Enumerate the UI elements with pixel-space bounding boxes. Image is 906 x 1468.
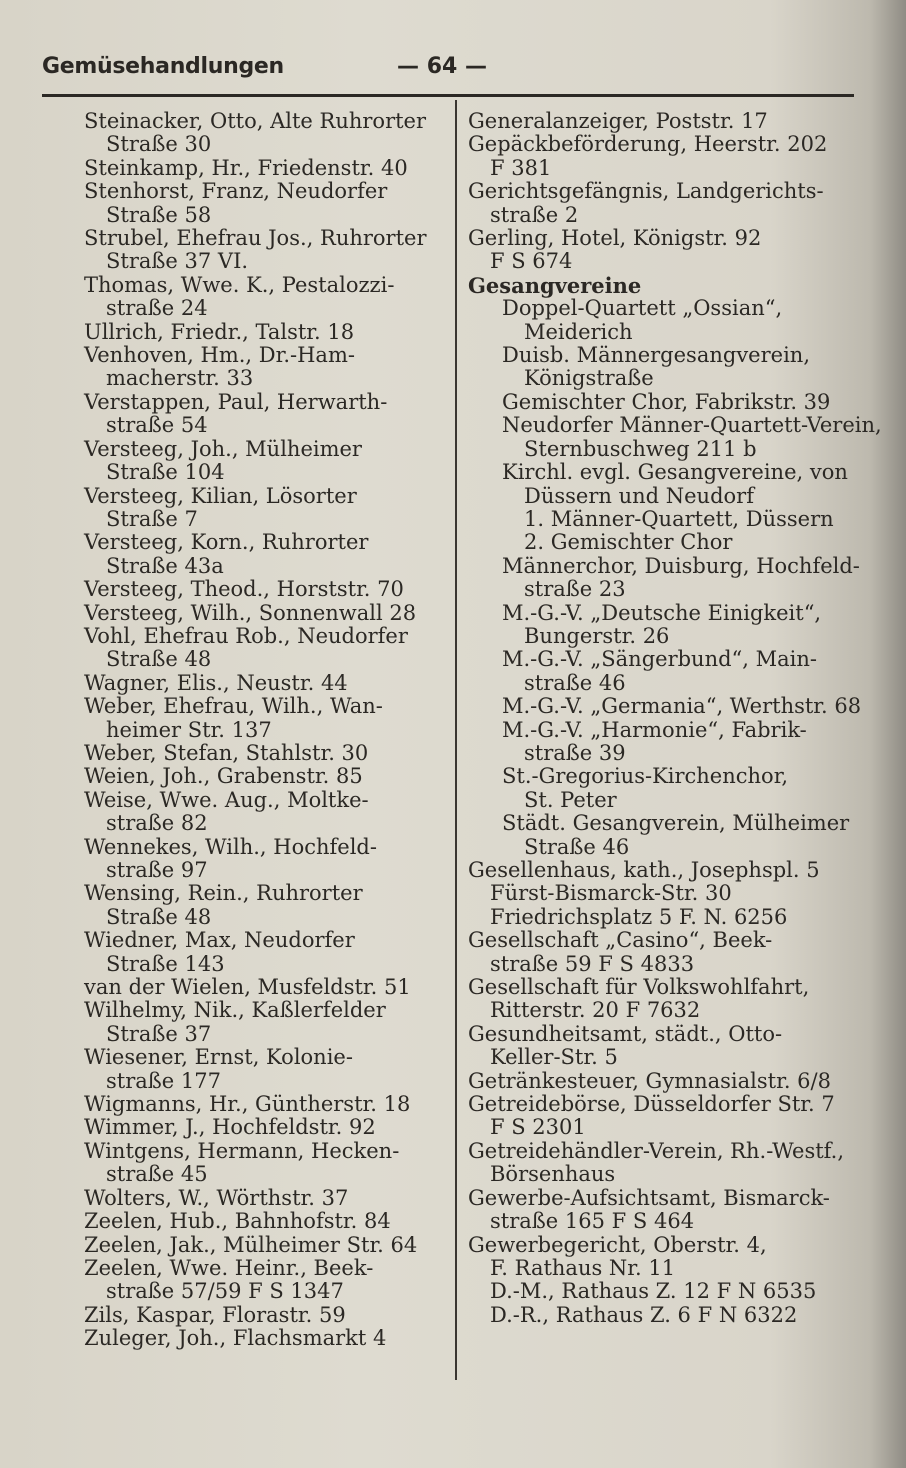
entry-continuation: F S 674 — [490, 249, 573, 274]
directory-entry — [468, 110, 900, 133]
directory-entry — [468, 1304, 900, 1327]
header-rule — [42, 94, 854, 97]
entry-line: Weber, Ehefrau, Wilh., Wan- — [84, 694, 383, 719]
directory-entry — [84, 695, 446, 742]
entry-line: Wensing, Rein., Ruhrorter — [84, 881, 363, 906]
directory-entry — [84, 742, 446, 765]
entry-line: Getränkesteuer, Gymnasialstr. 6/8 — [468, 1068, 831, 1093]
entry-line: Stenhorst, Franz, Neudorfer — [84, 179, 388, 204]
entry-continuation: Düssern und Neudorf — [524, 483, 754, 508]
entry-continuation: Börsenhaus — [490, 1162, 616, 1187]
page-number: — 64 — — [397, 54, 487, 79]
directory-entry — [84, 157, 446, 180]
entry-continuation: Königstraße — [524, 366, 654, 391]
directory-entry — [84, 836, 446, 883]
entry-continuation: Fürst-Bismarck-Str. 30 — [490, 881, 732, 906]
entry-line: Vohl, Ehefrau Rob., Neudorfer — [84, 623, 408, 648]
entry-line: Zuleger, Joh., Flachsmarkt 4 — [84, 1326, 387, 1351]
entry-line: M.-G.-V. „Germania“, Werthstr. 68 — [502, 694, 862, 719]
entry-continuation: F. Rathaus Nr. 11 — [490, 1255, 676, 1280]
directory-entry — [468, 929, 900, 976]
entry-line: Wagner, Elis., Neustr. 44 — [84, 670, 348, 695]
directory-entry — [468, 812, 900, 859]
entry-line: Weise, Wwe. Aug., Moltke- — [84, 787, 369, 812]
directory-entry — [468, 859, 900, 906]
directory-entry — [468, 695, 900, 718]
entry-line: Gewerbegericht, Oberstr. 4, — [468, 1232, 767, 1257]
entry-continuation: 1. Männer-Quartett, Düssern — [524, 506, 834, 531]
entry-continuation: straße 57/59 F S 1347 — [106, 1279, 344, 1304]
entry-line: Gemischter Chor, Fabrikstr. 39 — [502, 389, 831, 414]
entry-line: Gerichtsgefängnis, Landgerichts- — [468, 179, 824, 204]
directory-entry — [84, 1187, 446, 1210]
directory-entry — [468, 1280, 900, 1303]
directory-entry — [84, 531, 446, 578]
directory-entry — [468, 133, 900, 180]
entry-line: M.-G.-V. „Deutsche Einigkeit“, — [502, 600, 822, 625]
entry-line: Gesellenhaus, kath., Josephspl. 5 — [468, 858, 820, 882]
entry-line: van der Wielen, Musfeldstr. 51 — [84, 975, 411, 1000]
directory-entry — [84, 1093, 446, 1116]
directory-entry — [84, 765, 446, 788]
directory-entry — [468, 391, 900, 414]
entry-line: Weber, Stefan, Stahlstr. 30 — [84, 740, 369, 765]
entry-line: Wennekes, Wilh., Hochfeld- — [84, 834, 377, 859]
entry-continuation: straße 165 F S 464 — [490, 1209, 695, 1234]
directory-entry — [468, 1070, 900, 1093]
entry-continuation: D.-M., Rathaus Z. 12 F N 6535 — [490, 1279, 817, 1304]
entry-line: Gesangvereine — [468, 272, 642, 298]
entry-line: Zeelen, Wwe. Heinr., Beek- — [84, 1255, 374, 1280]
directory-entry — [84, 789, 446, 836]
entry-continuation: F S 2301 — [490, 1115, 586, 1140]
entry-line: Wilhelmy, Nik., Kaßlerfelder — [84, 998, 386, 1023]
directory-entry — [468, 461, 900, 508]
entry-line: Steinkamp, Hr., Friedenstr. 40 — [84, 155, 408, 180]
entry-continuation: Keller-Str. 5 — [490, 1045, 618, 1070]
directory-entry — [468, 906, 900, 929]
directory-entry — [468, 1140, 900, 1187]
directory-entry — [468, 976, 900, 1023]
entry-line: Thomas, Wwe. K., Pestalozzi- — [84, 272, 395, 297]
entry-continuation: Straße 104 — [106, 460, 225, 485]
entry-line: Kirchl. evgl. Gesangvereine, von — [502, 460, 848, 485]
entry-line: Gesellschaft für Volkswohlfahrt, — [468, 975, 810, 1000]
entry-continuation: straße 2 — [490, 202, 579, 227]
entry-line: Generalanzeiger, Poststr. 17 — [468, 109, 768, 133]
directory-entry — [84, 227, 446, 274]
entry-continuation: straße 54 — [106, 413, 208, 438]
entry-continuation: Bungerstr. 26 — [524, 623, 670, 648]
entry-continuation: D.-R., Rathaus Z. 6 F N 6322 — [490, 1302, 798, 1327]
entry-line: Duisb. Männergesangverein, — [502, 343, 810, 368]
entry-continuation: macherstr. 33 — [106, 366, 254, 391]
entry-line: St.-Gregorius-Kirchenchor, — [502, 764, 789, 789]
entry-line: Wolters, W., Wörthstr. 37 — [84, 1185, 349, 1210]
directory-entry — [84, 1304, 446, 1327]
directory-entry — [468, 555, 900, 602]
directory-entry — [84, 882, 446, 929]
directory-entry — [468, 508, 900, 531]
entry-continuation: Straße 46 — [524, 834, 630, 859]
directory-entry — [84, 1234, 446, 1257]
directory-entry — [84, 274, 446, 321]
column-divider — [455, 100, 457, 1380]
directory-entry — [468, 719, 900, 766]
directory-entry — [468, 180, 900, 227]
directory-entry — [468, 227, 900, 274]
entry-continuation: 2. Gemischter Chor — [524, 530, 733, 555]
entry-continuation: straße 97 — [106, 858, 208, 882]
entry-line: Wintgens, Hermann, Hecken- — [84, 1138, 400, 1163]
directory-entry — [84, 1210, 446, 1233]
entry-line: Gerling, Hotel, Königstr. 92 — [468, 226, 762, 251]
entry-continuation: Straße 37 VI. — [106, 249, 249, 274]
entry-line: Städt. Gesangverein, Mülheimer — [502, 811, 850, 836]
entry-line: Zils, Kaspar, Florastr. 59 — [84, 1302, 346, 1327]
entry-line: Weien, Joh., Grabenstr. 85 — [84, 764, 363, 789]
entry-continuation: Sternbuschweg 211 b — [524, 436, 757, 461]
entry-continuation: Straße 37 — [106, 1021, 212, 1046]
entry-line: Wiedner, Max, Neudorfer — [84, 928, 355, 953]
directory-entry — [84, 321, 446, 344]
directory-entry — [468, 602, 900, 649]
left-column — [84, 110, 446, 1351]
directory-entry — [468, 1093, 900, 1140]
directory-entry — [468, 1187, 900, 1234]
entry-line: Gewerbe-Aufsichtsamt, Bismarck- — [468, 1185, 830, 1210]
directory-entry — [84, 999, 446, 1046]
directory-entry — [468, 648, 900, 695]
directory-entry — [84, 578, 446, 601]
entry-line: M.-G.-V. „Harmonie“, Fabrik- — [502, 717, 807, 742]
right-column — [468, 110, 900, 1327]
entry-continuation: straße 82 — [106, 811, 208, 836]
entry-continuation: straße 45 — [106, 1162, 208, 1187]
entry-line: Versteeg, Theod., Horststr. 70 — [84, 577, 404, 602]
directory-entry — [468, 1234, 900, 1281]
entry-continuation: Straße 43a — [106, 553, 224, 578]
entry-line: Zeelen, Hub., Bahnhofstr. 84 — [84, 1209, 391, 1234]
entry-line: Venhoven, Hm., Dr.-Ham- — [84, 343, 355, 368]
entry-continuation: Straße 143 — [106, 951, 225, 976]
directory-entry — [84, 625, 446, 672]
directory-entry — [84, 929, 446, 976]
entry-line: Ullrich, Friedr., Talstr. 18 — [84, 319, 355, 344]
entry-line: Wigmanns, Hr., Güntherstr. 18 — [84, 1092, 411, 1117]
entry-continuation: F 381 — [490, 155, 552, 180]
entry-line: Steinacker, Otto, Alte Ruhrorter — [84, 109, 427, 133]
entry-continuation: straße 59 F S 4833 — [490, 951, 695, 976]
entry-line: M.-G.-V. „Sängerbund“, Main- — [502, 647, 817, 672]
directory-entry — [84, 180, 446, 227]
entry-line: Versteeg, Joh., Mülheimer — [84, 436, 362, 461]
entry-line: Versteeg, Wilh., Sonnenwall 28 — [84, 600, 417, 625]
entry-continuation: Straße 48 — [106, 647, 212, 672]
entry-continuation: straße 23 — [524, 577, 626, 602]
page-header — [42, 54, 854, 90]
directory-entry — [84, 672, 446, 695]
directory-group-heading — [468, 274, 900, 297]
entry-continuation: Friedrichsplatz 5 F. N. 6256 — [490, 904, 788, 929]
directory-entry — [84, 438, 446, 485]
directory-entry — [84, 344, 446, 391]
entry-line: Wimmer, J., Hochfeldstr. 92 — [84, 1115, 376, 1140]
entry-line: Gepäckbeförderung, Heerstr. 202 — [468, 132, 828, 157]
directory-entry — [84, 1327, 446, 1350]
entry-continuation: St. Peter — [524, 787, 617, 812]
directory-entry — [468, 765, 900, 812]
entry-continuation: straße 39 — [524, 740, 626, 765]
directory-entry — [84, 110, 446, 157]
directory-entry — [84, 1140, 446, 1187]
entry-continuation: Straße 48 — [106, 904, 212, 929]
directory-entry — [84, 391, 446, 438]
directory-entry — [84, 602, 446, 625]
entry-continuation: Straße 7 — [106, 506, 198, 531]
entry-continuation: Straße 58 — [106, 202, 212, 227]
directory-entry — [468, 297, 900, 344]
entry-line: Männerchor, Duisburg, Hochfeld- — [502, 553, 860, 578]
section-title: Gemüsehandlungen — [42, 54, 284, 79]
entry-line: Wiesener, Ernst, Kolonie- — [84, 1045, 353, 1070]
entry-continuation: Ritterstr. 20 F 7632 — [490, 998, 701, 1023]
entry-line: Versteeg, Kilian, Lösorter — [84, 483, 357, 508]
entry-line: Doppel-Quartett „Ossian“, — [502, 296, 783, 321]
entry-continuation: heimer Str. 137 — [106, 717, 272, 742]
entry-line: Getreidebörse, Düsseldorfer Str. 7 — [468, 1092, 835, 1117]
directory-entry — [468, 344, 900, 391]
directory-entry — [84, 485, 446, 532]
entry-line: Gesellschaft „Casino“, Beek- — [468, 928, 773, 953]
entry-continuation: straße 46 — [524, 670, 626, 695]
entry-line: Versteeg, Korn., Ruhrorter — [84, 530, 369, 555]
directory-entry — [468, 414, 900, 461]
entry-line: Strubel, Ehefrau Jos., Ruhrorter — [84, 226, 427, 251]
entry-continuation: Straße 30 — [106, 132, 212, 157]
entry-line: Getreidehändler-Verein, Rh.-Westf., — [468, 1138, 845, 1163]
entry-line: Verstappen, Paul, Herwarth- — [84, 389, 388, 414]
directory-entry — [468, 1023, 900, 1070]
entry-line: Gesundheitsamt, städt., Otto- — [468, 1021, 783, 1046]
directory-entry — [468, 531, 900, 554]
entry-line: Neudorfer Männer-Quartett-Verein, — [502, 413, 882, 438]
entry-line: Zeelen, Jak., Mülheimer Str. 64 — [84, 1232, 418, 1257]
directory-entry — [84, 1046, 446, 1093]
entry-continuation: straße 177 — [106, 1068, 221, 1093]
entry-continuation: straße 24 — [106, 296, 208, 321]
entry-continuation: Meiderich — [524, 319, 633, 344]
directory-entry — [84, 1257, 446, 1304]
directory-entry — [84, 1116, 446, 1139]
directory-entry — [84, 976, 446, 999]
